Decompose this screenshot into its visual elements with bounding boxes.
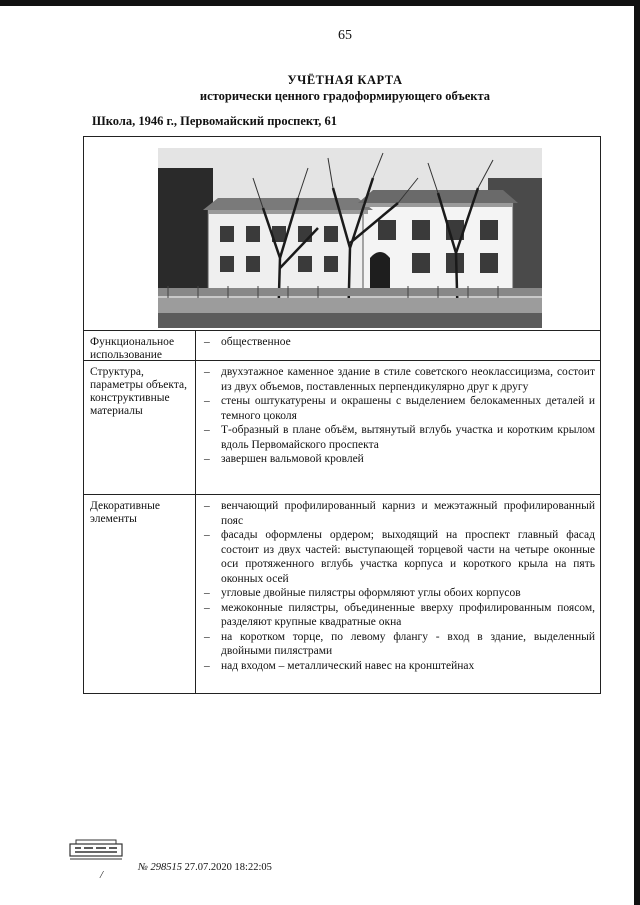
document-number: № 298515 [138, 862, 183, 873]
registry-stamp-icon [66, 836, 126, 862]
page-number: 65 [338, 28, 352, 43]
row-label-structure: Структура, параметры объекта, конструктивные материалы [90, 366, 187, 417]
list-item: – двухэтажное каменное здание в стиле советского неоклассицизма, состоит из двух объемов, поставленных перпендикулярно друг к другу [201, 365, 595, 394]
row-values-structure [201, 365, 595, 467]
building-photo [158, 148, 542, 328]
list-item: – над входом – металлический навес на кронштейнах [201, 659, 595, 674]
list-item: – угловые двойные пилястры оформляют углы обоих корпусов [201, 586, 595, 601]
row-divider [84, 494, 600, 495]
list-item: – фасады оформлены ордером; выходящий на проспект главный фасад состоит из двух частей: выступающей торцевой части на четыре оконные оси протяженного вглубь участка корпуса и короткого крыла на пять оконных осей [201, 528, 595, 586]
row-label-decor: Декоративные элементы [90, 500, 160, 525]
scan-border-top [0, 0, 640, 6]
list-item: – на коротком торце, по левому флангу - вход в здание, выделенный двойными пилястрами [201, 630, 595, 659]
list-item: – венчающий профилированный карниз и межэтажный профилированный пояс [201, 499, 595, 528]
column-divider [195, 330, 196, 694]
list-item: – Т-образный в плане объём, вытянутый вглубь участка и коротким крылом вдоль Первомайского проспекта [201, 423, 595, 452]
list-item: – стены оштукатурены и окрашены с выделением белокаменных деталей и темного цоколя [201, 394, 595, 423]
row-label-function: Функциональное использование [90, 336, 175, 361]
row-values-function [201, 335, 595, 350]
scan-mark: / [100, 869, 104, 881]
list-item: – межоконные пилястры, объединенные вверху профилированным поясом, разделяют крупные квадратные окна [201, 601, 595, 630]
row-values-decor [201, 499, 595, 673]
record-card-table [83, 136, 601, 694]
photo-cell [84, 137, 600, 331]
document-date: 27.07.2020 18:22:05 [184, 862, 272, 873]
card-title: УЧЁТНАЯ КАРТА [287, 73, 403, 87]
list-item: – завершен вальмовой кровлей [201, 452, 595, 467]
scan-border-right [634, 0, 640, 905]
card-subtitle: исторически ценного градоформирующего объекта [199, 89, 491, 103]
object-heading: Школа, 1946 г., Первомайский проспект, 61 [92, 114, 338, 128]
document-registration [138, 862, 272, 873]
list-item: – общественное [201, 335, 595, 350]
